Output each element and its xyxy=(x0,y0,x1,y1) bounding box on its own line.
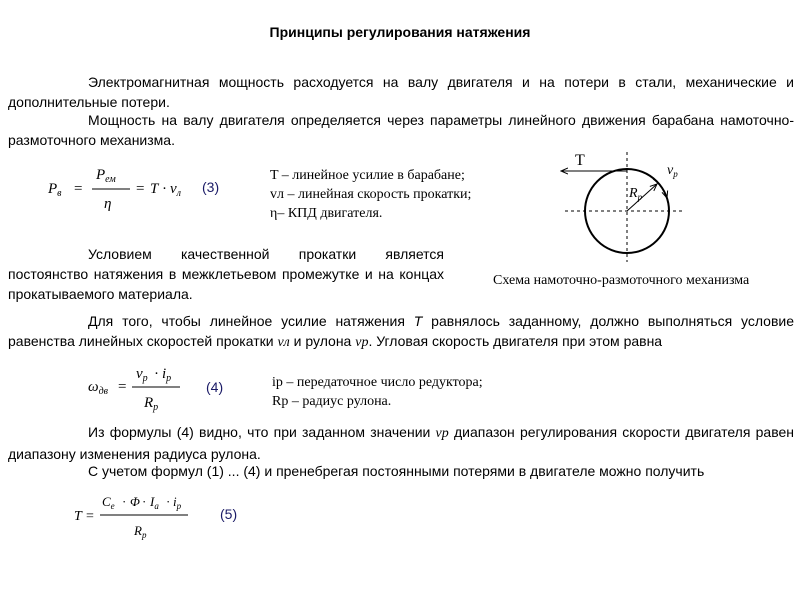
formula-5 xyxy=(70,490,200,544)
label-T: T xyxy=(575,152,585,169)
page-title: Принципы регулирования натяжения xyxy=(269,24,531,40)
svg-text:iр: $i_р$ xyxy=(173,494,182,511)
svg-text:=: = xyxy=(118,379,127,395)
note-eta: η– КПД двигателя. xyxy=(270,206,383,221)
formula-4-notes xyxy=(272,373,483,411)
svg-text:Pем: $P_{ем}$ xyxy=(96,167,116,185)
label-vp: $\nu_р$ xyxy=(667,163,678,179)
note-T: T – линейное усилие в барабане; xyxy=(270,168,465,183)
paragraph-with-account: С учетом формул (1) ... (4) и пренебрегая постоянными потерями в двигателе можно получить xyxy=(88,463,705,479)
formula-4 xyxy=(82,362,202,416)
paragraph-quality-condition: Условием качественной прокатки является постоянство натяжения в межклетьевом промежутке и на концах прокатываемого материала. xyxy=(8,246,444,302)
paragraph-power-losses: Электромагнитная мощность расходуется на валу двигателя и на потери в стали, механические и дополнительные потери. xyxy=(8,74,794,110)
label-Rp: $R_р$ xyxy=(629,186,643,202)
svg-text:νл: $\nu_л$ xyxy=(170,181,182,199)
paragraph-shaft-power: Мощность на валу двигателя определяется через параметры линейного движения барабана намоточно-размоточного механизма. xyxy=(8,112,794,148)
formula-5-number: (5) xyxy=(220,506,238,522)
svg-text:·: · xyxy=(122,494,127,509)
svg-text:Φ: Φ xyxy=(130,494,140,509)
eq3-lhs: P xyxy=(48,181,58,197)
svg-text:Rр: $R_р$ xyxy=(134,523,147,540)
diagram-caption: Схема намоточно-размоточного механизма xyxy=(493,273,750,288)
svg-text:Iа: $I_а$ xyxy=(150,494,159,511)
svg-text:=: = xyxy=(136,181,145,197)
svg-text:iр: $i_р$ xyxy=(162,366,172,384)
note-ip: iр – передаточное число редуктора; xyxy=(272,375,483,390)
svg-text:·: · xyxy=(162,181,167,197)
svg-text:ωдв: $\omega_{дв}$ xyxy=(88,379,108,397)
svg-text:Cе: $C_е$ xyxy=(102,494,115,511)
formula-3-notes xyxy=(270,166,471,223)
formula-4-number: (4) xyxy=(206,379,224,395)
svg-text:·: · xyxy=(142,494,147,509)
svg-text:T: T xyxy=(150,181,159,197)
winding-mechanism-diagram xyxy=(555,150,695,265)
svg-text:=: = xyxy=(74,181,83,197)
note-Rp: Rр – радиус рулона. xyxy=(272,394,392,409)
svg-text:νр: $\nu_р$ xyxy=(136,366,148,384)
formula-3-number: (3) xyxy=(202,179,220,195)
paragraph-speed-condition: Для того, чтобы линейное усилие натяжения T равнялось заданному, должно выполняться условие равенства линейных скоростей прокатки vл и рулона vр. Угловая скорость двигателя при этом равна xyxy=(8,313,794,350)
svg-text:Rр: $R_р$ xyxy=(144,395,159,413)
svg-text:=: = xyxy=(86,509,94,524)
paragraph-formula-4-conclusion: Из формулы (4) видно, что при заданном значении vр диапазон регулирования скорости двигателя равен диапазону изменения радиуса рулона. xyxy=(8,424,794,462)
svg-text:·: · xyxy=(166,494,171,509)
svg-text:T: T xyxy=(74,509,82,524)
note-vl: vл – линейная скорость прокатки; xyxy=(270,187,472,202)
svg-text:·: · xyxy=(154,366,159,382)
svg-text:η: η xyxy=(104,196,112,212)
svg-text:Pв: $P_в$ xyxy=(48,181,62,199)
